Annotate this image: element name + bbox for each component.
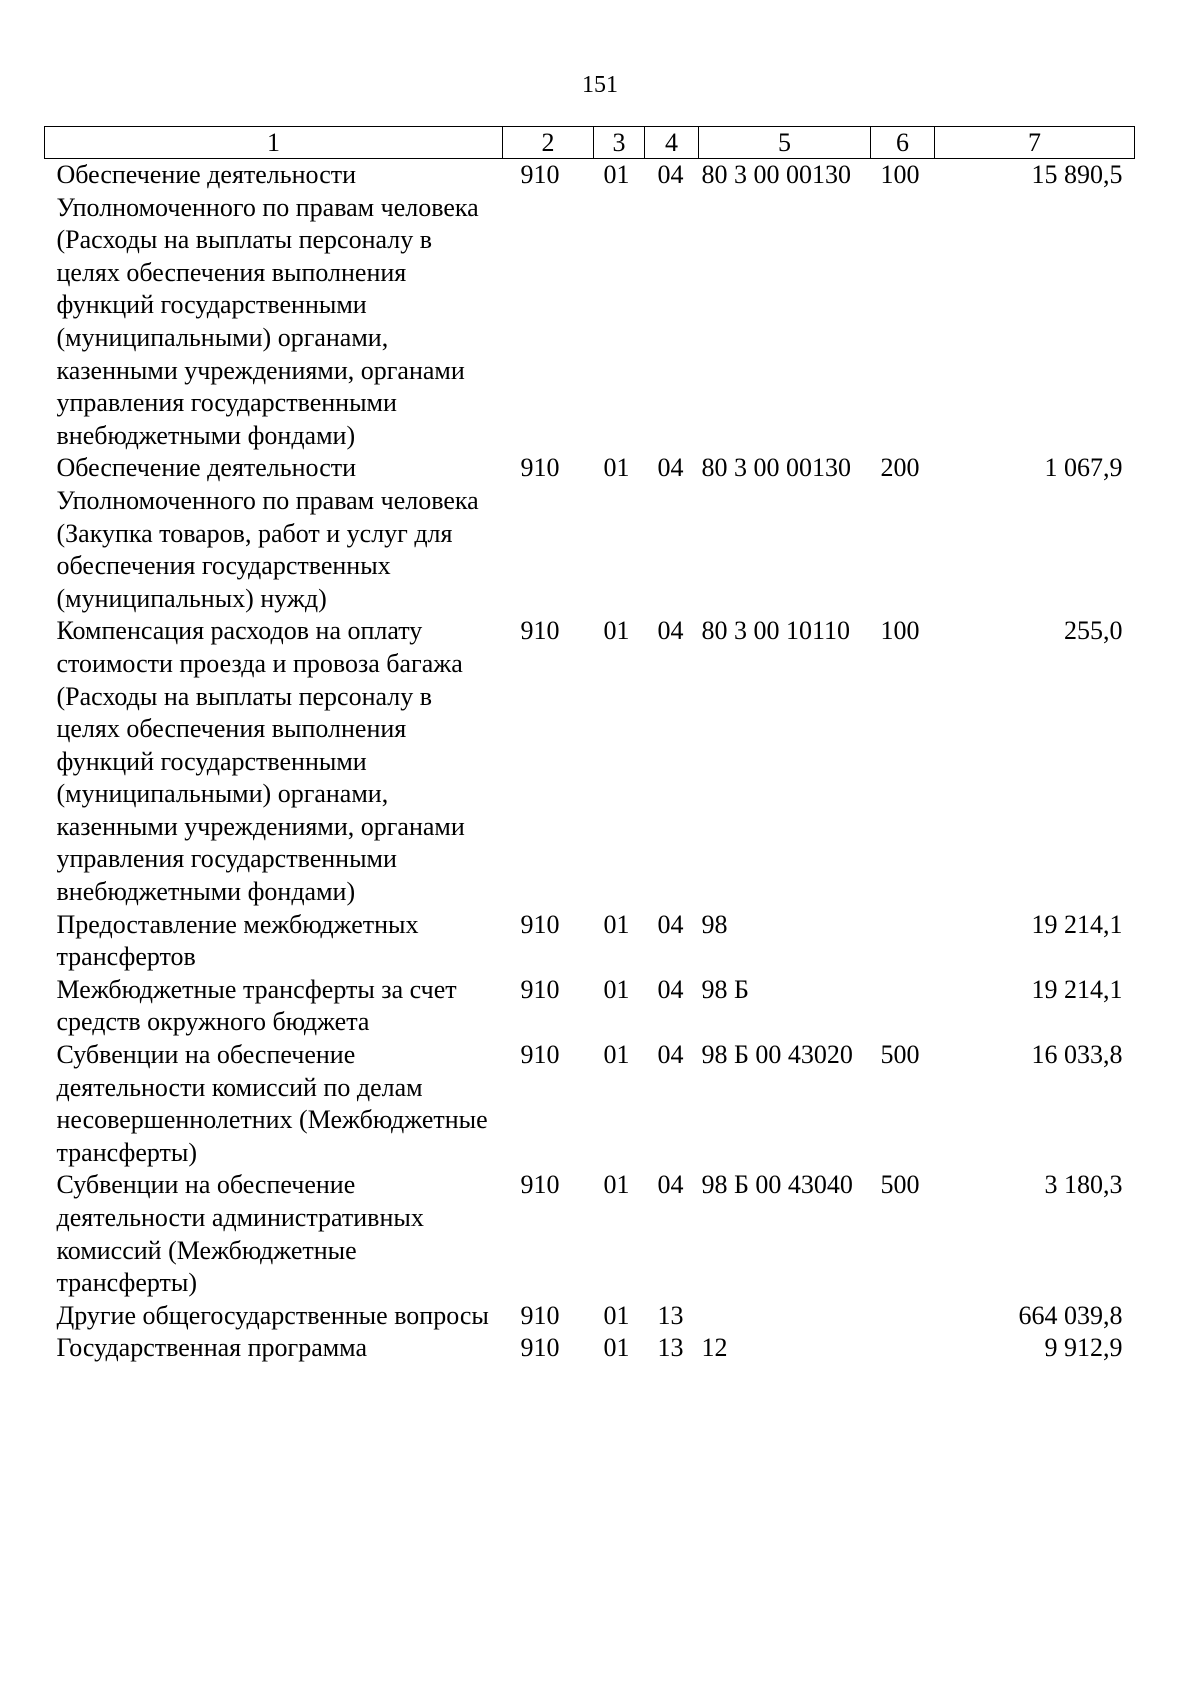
row-code-2: 910 xyxy=(520,160,560,189)
row-code-5: 80 3 00 00130 xyxy=(701,160,851,189)
row-code-2: 910 xyxy=(520,453,560,483)
row-name: Государственная программа xyxy=(56,1333,368,1363)
row-code-3: 01 xyxy=(603,1300,630,1330)
row-amount: 19 214,1 xyxy=(1031,909,1123,939)
table-header-row xyxy=(45,127,1135,159)
table-row xyxy=(45,1039,1135,1169)
row-amount: 16 033,8 xyxy=(1031,1040,1123,1070)
row-code-5: 98 xyxy=(701,909,728,939)
row-name: Обеспечение деятельности Уполномоченного по правам человека (Закупка товаров, работ и услуг для обеспечения государственных (муниципальных) нужд) xyxy=(56,453,479,613)
row-name: Предоставление межбюджетных трансфертов xyxy=(56,909,419,972)
row-amount: 9 912,9 xyxy=(1044,1333,1123,1363)
row-amount: 15 890,5 xyxy=(1031,160,1123,189)
header-col-7: 7 xyxy=(935,127,1135,159)
row-code-4: 04 xyxy=(657,1170,684,1200)
table-row xyxy=(45,452,1135,615)
row-code-6 xyxy=(871,1300,935,1333)
budget-table xyxy=(44,126,1135,1365)
row-code-6: 200 xyxy=(880,453,920,483)
row-code-4: 04 xyxy=(657,453,684,483)
table-row xyxy=(45,159,1135,453)
row-amount: 255,0 xyxy=(1064,616,1123,646)
row-code-3: 01 xyxy=(603,616,630,646)
row-code-3: 01 xyxy=(603,453,630,483)
row-amount: 3 180,3 xyxy=(1044,1170,1123,1200)
row-code-3: 01 xyxy=(603,1170,630,1200)
row-code-4: 04 xyxy=(657,160,684,189)
row-code-2: 910 xyxy=(520,909,560,939)
header-col-6: 6 xyxy=(871,127,935,159)
row-code-3: 01 xyxy=(603,974,630,1004)
row-code-6: 100 xyxy=(880,616,920,646)
page-number: 151 xyxy=(582,72,618,98)
row-code-3: 01 xyxy=(603,909,630,939)
row-code-2: 910 xyxy=(520,1170,560,1200)
row-code-4: 04 xyxy=(657,1040,684,1070)
row-code-4: 13 xyxy=(657,1333,684,1363)
row-code-5: 80 3 00 00130 xyxy=(701,453,851,483)
header-col-5: 5 xyxy=(699,127,871,159)
row-code-6 xyxy=(871,1332,935,1365)
row-code-6: 500 xyxy=(880,1170,920,1200)
row-name: Другие общегосударственные вопросы xyxy=(56,1300,489,1330)
row-code-6 xyxy=(871,974,935,1039)
row-code-2: 910 xyxy=(520,974,560,1004)
table-row xyxy=(45,1169,1135,1299)
row-code-4: 04 xyxy=(657,616,684,646)
header-col-3: 3 xyxy=(594,127,645,159)
row-amount: 19 214,1 xyxy=(1031,974,1123,1004)
row-name: Межбюджетные трансферты за счет средств окружного бюджета xyxy=(56,974,457,1037)
row-code-5: 80 3 00 10110 xyxy=(701,616,851,646)
row-code-2: 910 xyxy=(520,1040,560,1070)
row-code-4: 04 xyxy=(657,974,684,1004)
header-col-1: 1 xyxy=(45,127,503,159)
row-code-5 xyxy=(699,1300,871,1333)
row-name: Обеспечение деятельности Уполномоченного по правам человека (Расходы на выплаты персоналу в целях обеспечения выполнения функций государственными (муниципальными) органами, казенными учреждениями, органами управления государственными внебюджетными фондами) xyxy=(56,160,479,450)
row-code-3: 01 xyxy=(603,160,630,189)
row-name: Субвенции на обеспечение деятельности административных комиссий (Межбюджетные трансферты) xyxy=(56,1170,424,1298)
row-amount: 664 039,8 xyxy=(1018,1300,1123,1330)
row-code-2: 910 xyxy=(520,616,560,646)
table-row xyxy=(45,1332,1135,1365)
row-amount: 1 067,9 xyxy=(1044,453,1123,483)
row-code-3: 01 xyxy=(603,1040,630,1070)
row-code-2: 910 xyxy=(520,1300,560,1330)
row-code-5: 12 xyxy=(701,1333,728,1363)
row-code-6: 500 xyxy=(880,1040,920,1070)
row-code-5: 98 Б 00 43040 xyxy=(701,1170,853,1200)
row-code-6: 100 xyxy=(880,160,920,189)
row-code-2: 910 xyxy=(520,1333,560,1363)
table-row xyxy=(45,1300,1135,1333)
header-col-2: 2 xyxy=(503,127,594,159)
table-row xyxy=(45,615,1135,908)
row-code-3: 01 xyxy=(603,1333,630,1363)
table-row xyxy=(45,974,1135,1039)
table-row xyxy=(45,909,1135,974)
header-col-4: 4 xyxy=(645,127,699,159)
row-code-4: 13 xyxy=(657,1300,684,1330)
row-code-5: 98 Б xyxy=(701,974,749,1004)
row-name: Компенсация расходов на оплату стоимости проезда и провоза багажа (Расходы на выплаты персоналу в целях обеспечения выполнения функций государственными (муниципальными) органами, казенными учреждениями, органами управления государственными внебюджетными фондами) xyxy=(56,616,465,907)
row-code-4: 04 xyxy=(657,909,684,939)
row-name: Субвенции на обеспечение деятельности комиссий по делам несовершеннолетних (Межбюджетные трансферты) xyxy=(56,1040,488,1167)
row-code-6 xyxy=(871,909,935,974)
row-code-5: 98 Б 00 43020 xyxy=(701,1040,853,1070)
